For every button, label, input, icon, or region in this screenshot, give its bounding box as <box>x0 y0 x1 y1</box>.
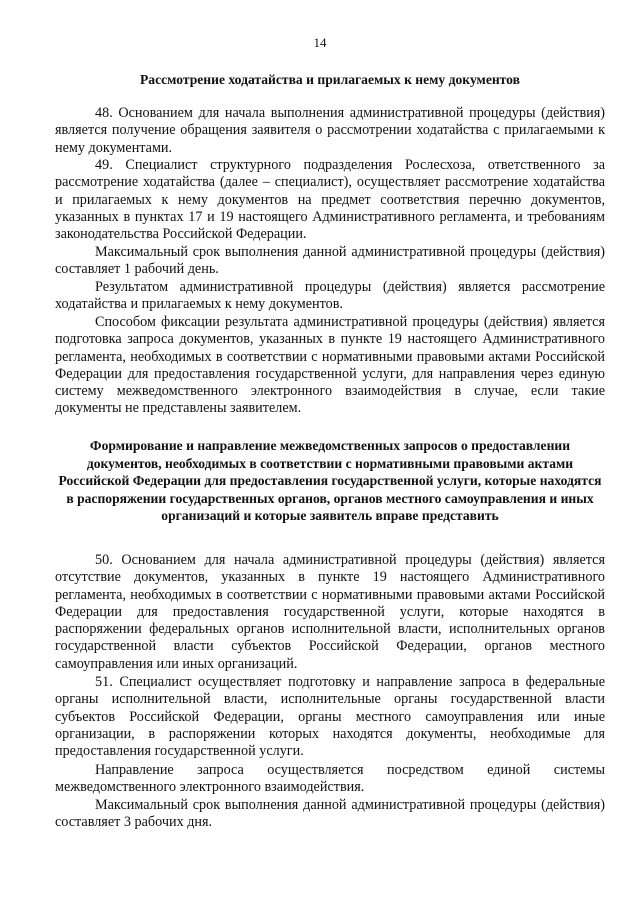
paragraph-fixation: Способом фиксации результата административной процедуры (действия) является подготовка запроса документов, указанных в пункте 19 настоящего Административного регламента, необходимых в соответствии с нормативными правовыми актами Российской Федерации для предоставления государственной услуги, для направления через единую систему межведомственного электронного взаимодействия в случае, если такие документы не представлены заявителем. <box>55 314 605 417</box>
paragraph-max-term-1: Максимальный срок выполнения данной административной процедуры (действия) составляет 1 рабочий день. <box>55 244 605 278</box>
page-number: 14 <box>313 35 327 50</box>
paragraph-48: 48. Основанием для начала выполнения административной процедуры (действия) является получение обращения заявителя о рассмотрении ходатайства с прилагаемыми к нему документами. <box>55 105 605 156</box>
paragraph-50: 50. Основанием для начала административной процедуры (действия) является отсутствие документов, указанных в пункте 19 настоящего Административного регламента, необходимых в соответствии с нормативными правовыми актами Российской Федерации для предоставления государственной услуги, которые находятся в распоряжении федеральных органов исполнительной власти, исполнительных органов государственной власти субъектов Российской Федерации, органов местного самоуправления или иных организаций. <box>55 552 605 672</box>
section-heading-interagency-requests: Формирование и направление межведомственных запросов о предоставлении документов, необходимых в соответствии с нормативными правовыми актами Российской Федерации для предоставления государственной услуги, которые находятся в распоряжении государственных органов, органов местного самоуправления и иных организаций и которые заявитель вправе представить <box>58 438 602 523</box>
paragraph-49: 49. Специалист структурного подразделения Рослесхоза, ответственного за рассмотрение ходатайства (далее – специалист), осуществляет рассмотрение ходатайства и прилагаемых к нему документов на предмет соответствия перечню документов, указанных в пунктах 17 и 19 настоящего Административного регламента, и требованиям законодательства Российской Федерации. <box>55 157 605 243</box>
paragraph-request-channel: Направление запроса осуществляется посредством единой системы межведомственного электронного взаимодействия. <box>55 762 605 796</box>
paragraph-result: Результатом административной процедуры (действия) является рассмотрение ходатайства и прилагаемых к нему документов. <box>55 279 605 313</box>
paragraph-max-term-3: Максимальный срок выполнения данной административной процедуры (действия) составляет 3 рабочих дня. <box>55 797 605 831</box>
paragraph-51: 51. Специалист осуществляет подготовку и направление запроса в федеральные органы исполнительной власти, исполнительные органы государственной власти субъектов Российской Федерации, органы местного самоуправления или иные организации, в распоряжении которых находятся документы, необходимые для предоставления государственной услуги. <box>55 674 605 760</box>
section-heading-review: Рассмотрение ходатайства и прилагаемых к нему документов <box>140 72 520 87</box>
